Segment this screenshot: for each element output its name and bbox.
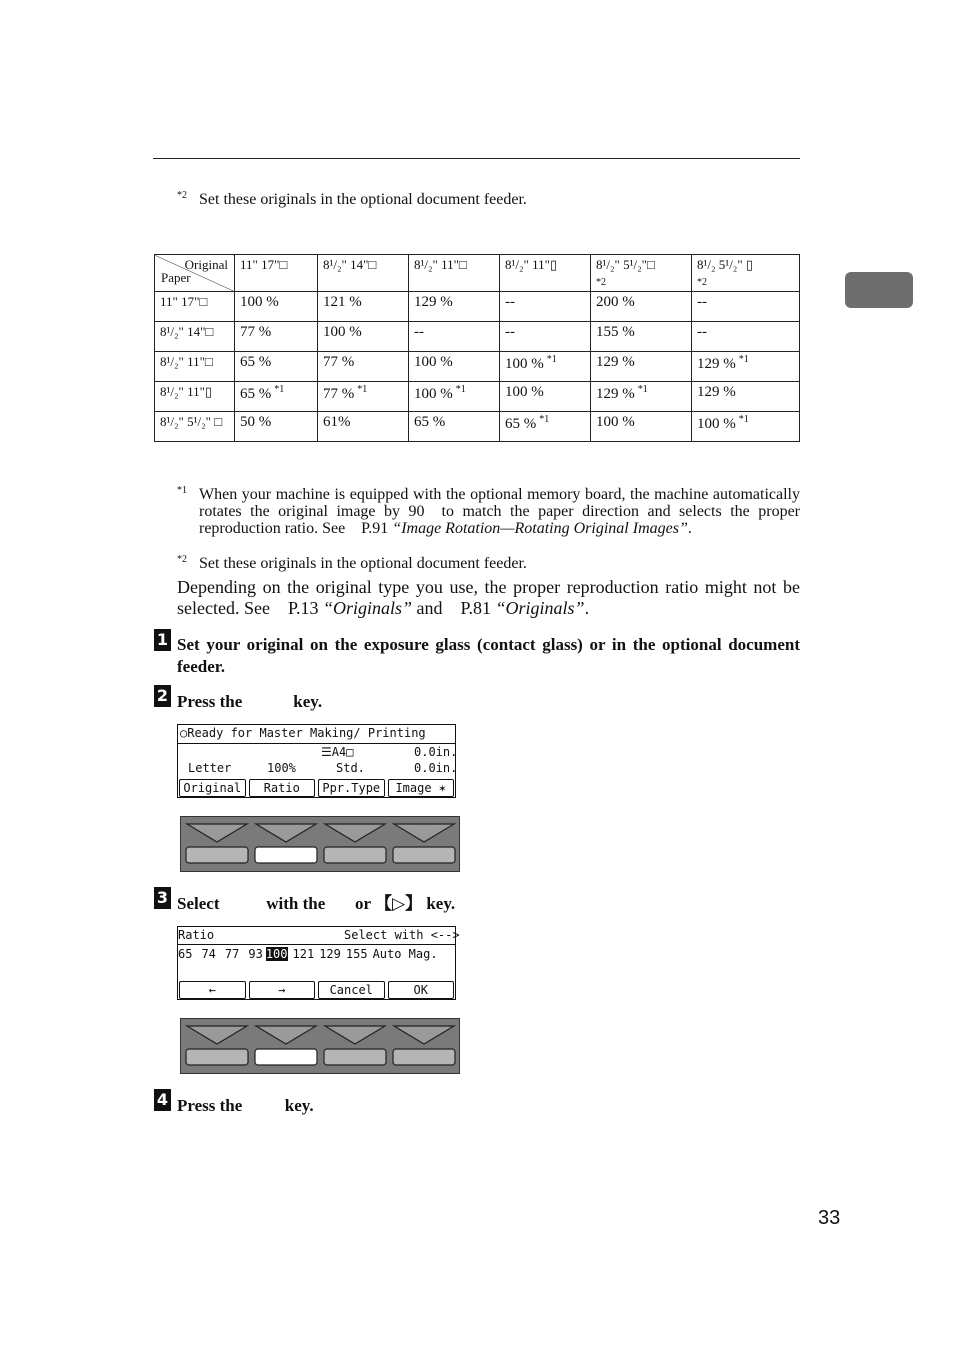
table-cell [692, 292, 800, 322]
footnote-2 [177, 555, 800, 572]
table-cell [692, 322, 800, 352]
column-header [692, 255, 800, 292]
column-header-label: 8¹/₂" 14"□ [323, 257, 377, 272]
ratio-table [154, 254, 800, 442]
step-3-text [177, 893, 455, 915]
cell-value: 77 % [240, 324, 272, 340]
cell-value: -- [697, 324, 707, 340]
row-header: 8¹/₂" 11"□ [155, 352, 235, 382]
softkey-ratio[interactable]: Ratio [249, 779, 316, 797]
step-number-icon: 2 [154, 685, 171, 707]
cell-value: -- [414, 324, 424, 340]
ratio-option[interactable]: 77 [224, 947, 240, 961]
column-header-label: 8¹/₂" 11"▯ [505, 257, 558, 272]
lcd-status-line [180, 726, 426, 740]
lcd-status-text: Ready for Master Making/ Printing [187, 726, 426, 740]
corner-original-label: Original [184, 257, 228, 272]
lcd-softkeys [178, 981, 455, 999]
cell-value: 100 % [414, 386, 453, 402]
para-text: Depending on the original type you use, the proper reproduction ratio might not be selected. See P.13 [177, 577, 800, 618]
cell-value: -- [505, 324, 515, 340]
column-header-note: *2 [697, 277, 707, 288]
footnote-marker: *2 [177, 554, 187, 565]
para-and: and P.81 [412, 598, 496, 618]
table-cell [591, 322, 692, 352]
header-rule [153, 158, 800, 159]
table-cell [409, 322, 500, 352]
row-header: 8¹/₂" 14"□ [155, 322, 235, 352]
cell-value: 65 % [240, 386, 272, 402]
table-cell [318, 382, 409, 412]
cell-value: 100 % [505, 384, 544, 400]
table-cell [318, 292, 409, 322]
intro-paragraph [177, 577, 800, 619]
table-cell [500, 382, 591, 412]
table-cell [409, 292, 500, 322]
top-note-marker: *2 [177, 190, 187, 201]
cell-value: 65 % [240, 354, 272, 370]
corner-paper-label: Paper [161, 270, 191, 285]
softkey-paper-type[interactable]: Ppr.Type [318, 779, 385, 797]
step-3-text-b: key. [422, 894, 456, 913]
ratio-option[interactable]: Auto Mag. [372, 947, 438, 961]
table-cell [692, 412, 800, 442]
table-cell [235, 322, 318, 352]
table-body [155, 292, 800, 442]
top-note [177, 187, 797, 208]
lcd-divider [178, 743, 455, 744]
table-cell [235, 412, 318, 442]
cell-note: *1 [455, 384, 466, 395]
table-cell [591, 292, 692, 322]
ratio-option[interactable]: 65 [178, 947, 193, 961]
table-row [155, 322, 800, 352]
row-header: 8¹/₂" 11"▯ [155, 382, 235, 412]
lcd-original-value: Letter [188, 761, 232, 775]
cell-value: 77 % [323, 354, 355, 370]
footnote-body: When your machine is equipped with the optional memory board, the machine automatically rotates the original image by 90 to match the paper direction and selects the proper reproduction ratio. See P.91 [199, 486, 800, 537]
lcd-image-value: 0.0in. [414, 761, 458, 775]
cell-note: *1 [274, 384, 285, 395]
step-number-icon: 1 [154, 629, 171, 651]
cell-value: 155 % [596, 324, 635, 340]
softkey-cancel[interactable]: Cancel [318, 981, 385, 999]
lcd-ratio-hint: Select with <--> [344, 928, 460, 942]
para-tail: . [584, 598, 590, 618]
cell-note: *1 [738, 414, 749, 425]
column-header [591, 255, 692, 292]
table-cell [500, 292, 591, 322]
lcd-paper-size-value: A4□ [331, 745, 354, 759]
table-cell [235, 292, 318, 322]
column-header-label: 8¹/₂ 5¹/₂" ▯ [697, 257, 754, 272]
lcd-divider [178, 944, 455, 945]
cell-value: 129 % [414, 294, 453, 310]
cell-note: *1 [357, 384, 368, 395]
softkey-ok[interactable]: OK [388, 981, 455, 999]
table-cell [318, 322, 409, 352]
cell-note: *1 [546, 354, 557, 365]
column-header-label: 11" 17"□ [240, 257, 288, 272]
column-header [500, 255, 591, 292]
table-cell [591, 412, 692, 442]
page-number: 33 [818, 1207, 841, 1229]
table-cell [318, 412, 409, 442]
column-header-note: *2 [596, 277, 606, 288]
ready-indicator-icon: ○ [180, 726, 188, 740]
lcd-display-ratio [177, 926, 460, 1000]
cell-value: 100 % [505, 356, 544, 372]
table-cell [591, 352, 692, 382]
selection-keys-graphic [181, 817, 459, 871]
table-cell [235, 382, 318, 412]
lcd-ratio-value: 100% [267, 761, 296, 775]
table-cell [318, 352, 409, 382]
table-cell [692, 382, 800, 412]
paper-tray-icon: ☰ [321, 745, 332, 759]
cell-value: 100 % [414, 354, 453, 370]
table-cell [235, 352, 318, 382]
cell-value: 129 % [596, 354, 635, 370]
table-cell [409, 382, 500, 412]
table-cell [591, 382, 692, 412]
cell-value: 129 % [596, 386, 635, 402]
right-arrow-key-icon: 【▷】 [375, 894, 423, 913]
lcd-softkeys [178, 779, 455, 797]
cell-value: 100 % [697, 416, 736, 432]
footnote-marker: *1 [177, 485, 187, 496]
cell-value: 77 % [323, 386, 355, 402]
footnote-text [199, 486, 800, 537]
lcd-display-main [177, 724, 456, 798]
table-row [155, 382, 800, 412]
para-ref-1: “Originals” [322, 598, 413, 618]
cell-note: *1 [539, 414, 550, 425]
ratio-option[interactable]: 121 [292, 947, 315, 961]
top-note-text: Set these originals in the optional document feeder. [199, 191, 527, 209]
cell-value: 100 % [596, 414, 635, 430]
cell-value: 129 % [697, 356, 736, 372]
lcd-paper-type-value: Std. [336, 761, 365, 775]
footnote-text: Set these originals in the optional document feeder. [199, 555, 527, 572]
step-number-icon: 3 [154, 887, 171, 909]
cell-value: 50 % [240, 414, 272, 430]
cell-value: 129 % [697, 384, 736, 400]
cell-value: 65 % [414, 414, 446, 430]
cell-value: 200 % [596, 294, 635, 310]
cell-value: -- [505, 294, 515, 310]
ratio-option[interactable]: 93 [248, 947, 263, 961]
table-row [155, 352, 800, 382]
lcd-ratio-list [178, 947, 438, 961]
softkey-image[interactable]: Image ✶ [388, 779, 455, 797]
table-cell [500, 322, 591, 352]
footnote-1 [177, 486, 800, 537]
row-header: 11" 17"□ [155, 292, 235, 322]
selection-keys-graphic [181, 1019, 459, 1073]
table-cell [692, 352, 800, 382]
lcd-ratio-title: Ratio [178, 928, 215, 942]
softkey-left-arrow[interactable]: ← [179, 981, 246, 999]
cell-value: -- [697, 294, 707, 310]
lcd-paper-size [321, 745, 353, 759]
ratio-option[interactable]: 100 [265, 947, 288, 961]
column-header [235, 255, 318, 292]
cell-value: 61% [323, 414, 351, 430]
table-corner-cell [155, 255, 235, 292]
step-2-text: Press the key. [177, 692, 323, 711]
cell-note: *1 [738, 354, 749, 365]
column-header-label: 8¹/₂" 11"□ [414, 257, 467, 272]
table-row [155, 292, 800, 322]
step-4-text: Press the key. [177, 1096, 314, 1115]
step-1-text: Set your original on the exposure glass (contact glass) or in the optional document feeder. [177, 635, 800, 676]
cell-value: 100 % [323, 324, 362, 340]
footnote-ref: “Image Rotation—Rotating Original Images” [392, 520, 688, 537]
para-ref-2: “Originals” [495, 598, 585, 618]
column-header [318, 255, 409, 292]
column-header [409, 255, 500, 292]
table-cell [500, 412, 591, 442]
selection-key-panel [180, 1018, 460, 1074]
ratio-option[interactable]: 129 [319, 947, 341, 961]
footnote-tail: . [687, 520, 692, 537]
cell-note: *1 [637, 384, 648, 395]
row-header: 8¹/₂" 5¹/₂" □ [155, 412, 235, 442]
cell-value: 100 % [240, 294, 279, 310]
step-3-text-a: Select with the or [177, 894, 375, 913]
selection-key-panel [180, 816, 460, 872]
chapter-tab-marker [845, 272, 913, 308]
lcd-margin-value: 0.0in. [414, 745, 458, 759]
table-header-row [155, 255, 800, 292]
softkey-original[interactable]: Original [179, 779, 246, 797]
table-cell [500, 352, 591, 382]
cell-value: 65 % [505, 416, 537, 432]
ratio-option[interactable]: 74 [201, 947, 216, 961]
ratio-option[interactable]: 155 [345, 947, 368, 961]
table-cell [409, 352, 500, 382]
step-number-icon: 4 [154, 1089, 171, 1111]
softkey-right-arrow[interactable]: → [249, 981, 316, 999]
column-header-label: 8¹/₂" 5¹/₂"□ [596, 257, 655, 272]
table-row [155, 412, 800, 442]
cell-value: 121 % [323, 294, 362, 310]
table-cell [409, 412, 500, 442]
